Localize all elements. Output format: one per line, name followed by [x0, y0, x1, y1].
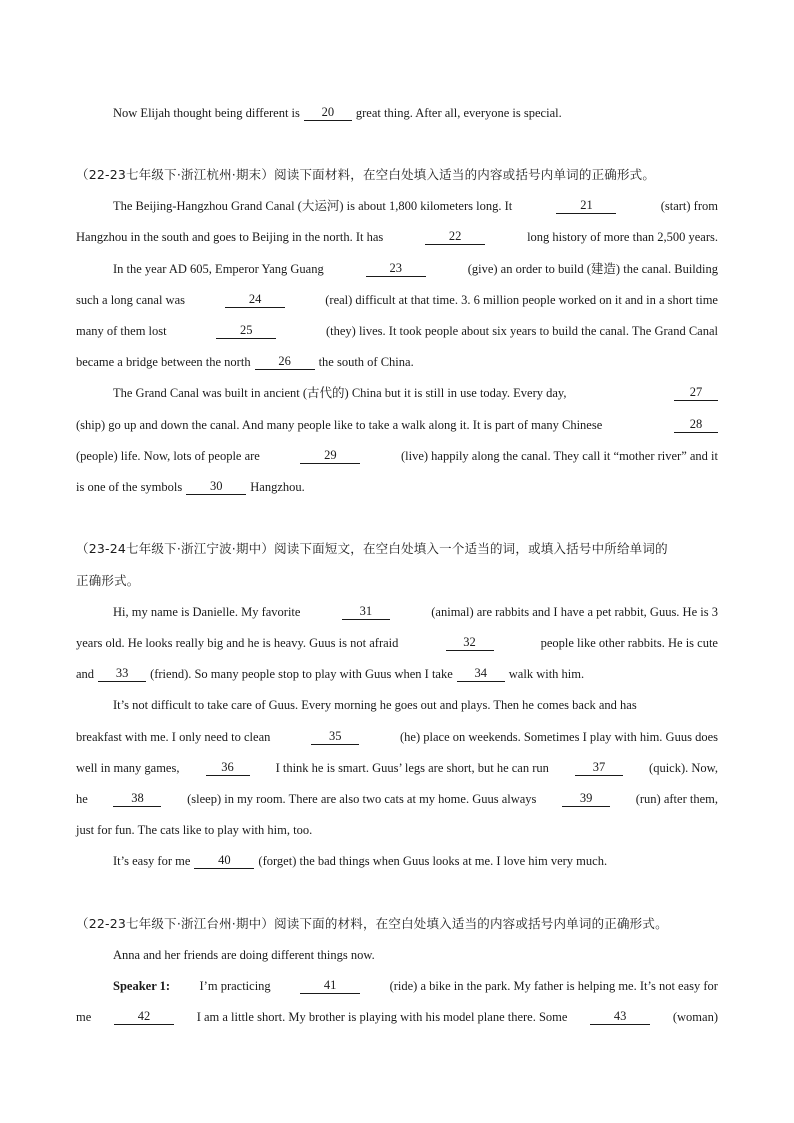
- answer-blank-39[interactable]: 39: [562, 791, 610, 807]
- answer-blank-25[interactable]: 25: [216, 323, 276, 339]
- answer-blank-42[interactable]: 42: [114, 1009, 174, 1025]
- paragraph-line: just for fun. The cats like to play with him, too.: [76, 823, 313, 837]
- paragraph-line: well in many games, 36 I think he is smart. Guus’ legs are short, but he can run 37 (quick). Now,: [76, 760, 718, 775]
- paragraph-line: The Grand Canal was built in ancient (古代的) China but it is still in use today. Every day, 27: [113, 385, 718, 401]
- answer-blank-43[interactable]: 43: [590, 1009, 650, 1025]
- paragraph-line: Hangzhou in the south and goes to Beijing in the north. It has 22 long history of more than 2,500 years.: [76, 229, 718, 244]
- answer-blank-23[interactable]: 23: [366, 261, 426, 277]
- speaker-label: Speaker 1:: [113, 979, 171, 993]
- paragraph-line: The Beijing-Hangzhou Grand Canal (大运河) is about 1,800 kilometers long. It 21 (start) from: [113, 198, 718, 213]
- answer-blank-31[interactable]: 31: [342, 604, 390, 620]
- paragraph-line: Speaker 1: I’m practicing 41 (ride) a bike in the park. My father is helping me. It’s not easy for: [113, 978, 718, 993]
- section-heading: （23-24七年级下·浙江宁波·期中）阅读下面短文，在空白处填入一个适当的词，或填入括号中所给单词的: [76, 541, 668, 556]
- answer-blank-29[interactable]: 29: [300, 448, 360, 464]
- section-heading: （22-23七年级下·浙江杭州·期末）阅读下面材料，在空白处填入适当的内容或括号内单词的正确形式。: [76, 167, 656, 182]
- paragraph-line: became a bridge between the north 26 the south of China.: [76, 354, 414, 369]
- answer-blank-28[interactable]: 28: [674, 417, 718, 433]
- section-heading: （22-23七年级下·浙江台州·期中）阅读下面的材料，在空白处填入适当的内容或括号内单词的正确形式。: [76, 916, 668, 931]
- answer-blank-37[interactable]: 37: [575, 760, 623, 776]
- paragraph-line: and 33 (friend). So many people stop to play with Guus when I take 34 walk with him.: [76, 666, 585, 681]
- answer-blank-22[interactable]: 22: [425, 229, 485, 245]
- paragraph-line: It’s easy for me 40 (forget) the bad things when Guus looks at me. I love him very much.: [113, 853, 608, 868]
- section-heading: 正确形式。: [76, 573, 140, 588]
- paragraph-line: Anna and her friends are doing different things now.: [113, 948, 375, 962]
- answer-blank-34[interactable]: 34: [457, 666, 505, 682]
- paragraph-line: is one of the symbols 30 Hangzhou.: [76, 479, 305, 494]
- paragraph-line: me 42 I am a little short. My brother is playing with his model plane there. Some 43 (woman): [76, 1009, 718, 1024]
- paragraph-line: he 38 (sleep) in my room. There are also two cats at my home. Guus always 39 (run) after them,: [76, 791, 718, 806]
- paragraph-line: It’s not difficult to take care of Guus. Every morning he goes out and plays. Then he comes back and has: [113, 698, 637, 712]
- answer-blank-21[interactable]: 21: [556, 198, 616, 214]
- answer-blank-20[interactable]: 20: [304, 105, 352, 121]
- paragraph-line: (ship) go up and down the canal. And many people like to take a walk along it. It is part of many Chinese 28: [76, 417, 718, 433]
- paragraph-line: years old. He looks really big and he is heavy. Guus is not afraid 32 people like other rabbits. He is cute: [76, 635, 718, 650]
- paragraph-line: Hi, my name is Danielle. My favorite 31 (animal) are rabbits and I have a pet rabbit, Guus. He is 3: [113, 604, 718, 619]
- paragraph-line: such a long canal was 24 (real) difficult at that time. 3. 6 million people worked on it and in a short time: [76, 292, 718, 307]
- paragraph-line: many of them lost 25 (they) lives. It took people about six years to build the canal. The Grand Canal: [76, 323, 718, 338]
- paragraph-line: breakfast with me. I only need to clean 35 (he) place on weekends. Sometimes I play with him. Guus does: [76, 729, 718, 744]
- answer-blank-30[interactable]: 30: [186, 479, 246, 495]
- paragraph-line: Now Elijah thought being different is 20 great thing. After all, everyone is special.: [113, 105, 562, 120]
- answer-blank-41[interactable]: 41: [300, 978, 360, 994]
- paragraph-line: In the year AD 605, Emperor Yang Guang 23 (give) an order to build (建造) the canal. Building: [113, 261, 718, 276]
- answer-blank-35[interactable]: 35: [311, 729, 359, 745]
- answer-blank-32[interactable]: 32: [446, 635, 494, 651]
- answer-blank-36[interactable]: 36: [206, 760, 250, 776]
- answer-blank-33[interactable]: 33: [98, 666, 146, 682]
- answer-blank-24[interactable]: 24: [225, 292, 285, 308]
- answer-blank-26[interactable]: 26: [255, 354, 315, 370]
- answer-blank-40[interactable]: 40: [194, 853, 254, 869]
- answer-blank-27[interactable]: 27: [674, 385, 718, 401]
- paragraph-line: (people) life. Now, lots of people are 29 (live) happily along the canal. They call it “mother river” and it: [76, 448, 718, 463]
- answer-blank-38[interactable]: 38: [113, 791, 161, 807]
